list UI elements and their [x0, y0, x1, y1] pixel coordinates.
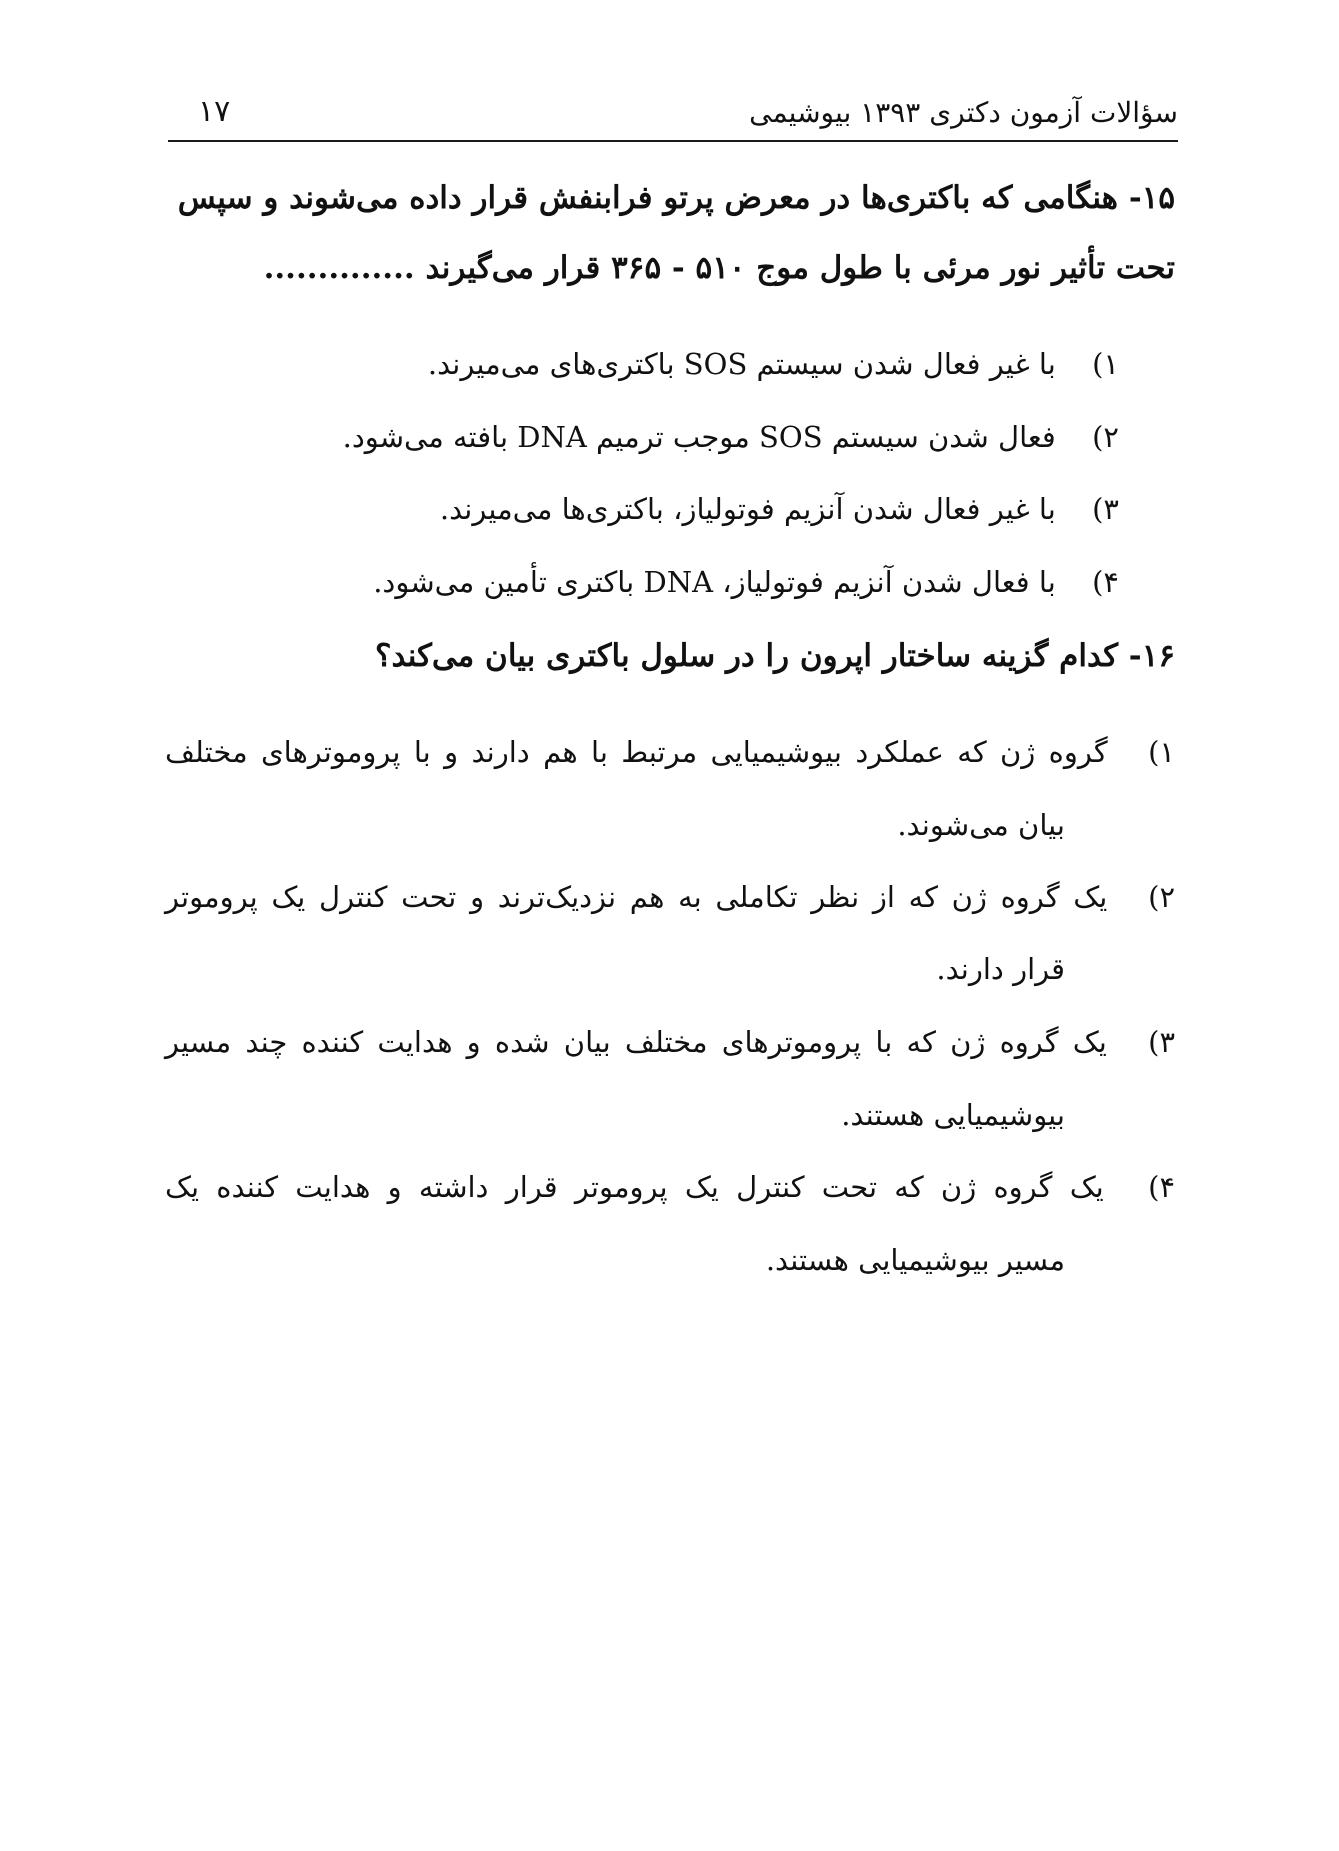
option-number: ۲) [1148, 880, 1176, 914]
option-text: فعال شدن سیستم SOS موجب ترمیم DNA بافته می‌شود. [342, 420, 1056, 454]
option-text: با غیر فعال شدن آنزیم فوتولیاز، باکتری‌ها می‌میرند. [439, 492, 1056, 526]
option-text-line-1: یک گروه ژن که با پروموترهای مختلف بیان شده و هدایت کننده چند مسیر [165, 1025, 1107, 1059]
question-15-option-3 [139, 492, 1119, 526]
page-header [168, 92, 1178, 142]
page-number: ۱۷ [198, 94, 231, 129]
option-text: با فعال شدن آنزیم فوتولیاز، DNA باکتری تأمین می‌شود. [373, 565, 1056, 599]
option-number: ۱) [1148, 735, 1175, 769]
header-title: سؤالات آزمون دکتری ۱۳۹۳ بیوشیمی [749, 96, 1178, 129]
question-15-option-4 [139, 565, 1119, 599]
option-text-line-1: یک گروه ژن که از نظر تکاملی به هم نزدیک‌ترند و تحت کنترل یک پروموتر [165, 880, 1108, 914]
option-number: ۱) [1092, 347, 1119, 381]
question-15-stem-line-2: تحت تأثیر نور مرئی با طول موج ۵۱۰ - ۳۶۵ قرار می‌گیرند .............. [263, 250, 1175, 286]
question-16-option-1 [165, 735, 1175, 769]
question-16-option-1-continuation: بیان می‌شوند. [897, 808, 1065, 842]
option-number: ۳) [1092, 492, 1119, 526]
option-number: ۲) [1092, 420, 1119, 454]
option-text-line-1: گروه ژن که عملکرد بیوشیمیایی مرتبط با هم دارند و با پروموترهای مختلف [165, 735, 1108, 769]
question-16-option-4 [165, 1170, 1175, 1204]
question-15-stem-line-1: ۱۵- هنگامی که باکتری‌ها در معرض پرتو فرابنفش قرار داده می‌شوند و سپس [177, 180, 1175, 216]
question-16-option-3-continuation: بیوشیمیایی هستند. [841, 1098, 1065, 1132]
question-16-option-2-continuation: قرار دارند. [936, 952, 1065, 986]
option-number: ۳) [1148, 1025, 1176, 1059]
question-15-option-1 [139, 347, 1119, 381]
question-16-option-3 [165, 1025, 1175, 1059]
question-16-option-4-continuation: مسیر بیوشیمیایی هستند. [765, 1243, 1065, 1277]
option-text: با غیر فعال شدن سیستم SOS باکتری‌های می‌میرند. [427, 347, 1056, 381]
option-number: ۴) [1092, 565, 1119, 599]
question-16-option-2 [165, 880, 1175, 914]
option-text-line-1: یک گروه ژن که تحت کنترل یک پروموتر قرار داشته و هدایت کننده یک [165, 1170, 1104, 1204]
option-number: ۴) [1148, 1170, 1176, 1204]
question-16-stem: ۱۶- کدام گزینه ساختار اپرون را در سلول باکتری بیان می‌کند؟ [374, 638, 1175, 674]
question-15-option-2 [139, 420, 1119, 454]
